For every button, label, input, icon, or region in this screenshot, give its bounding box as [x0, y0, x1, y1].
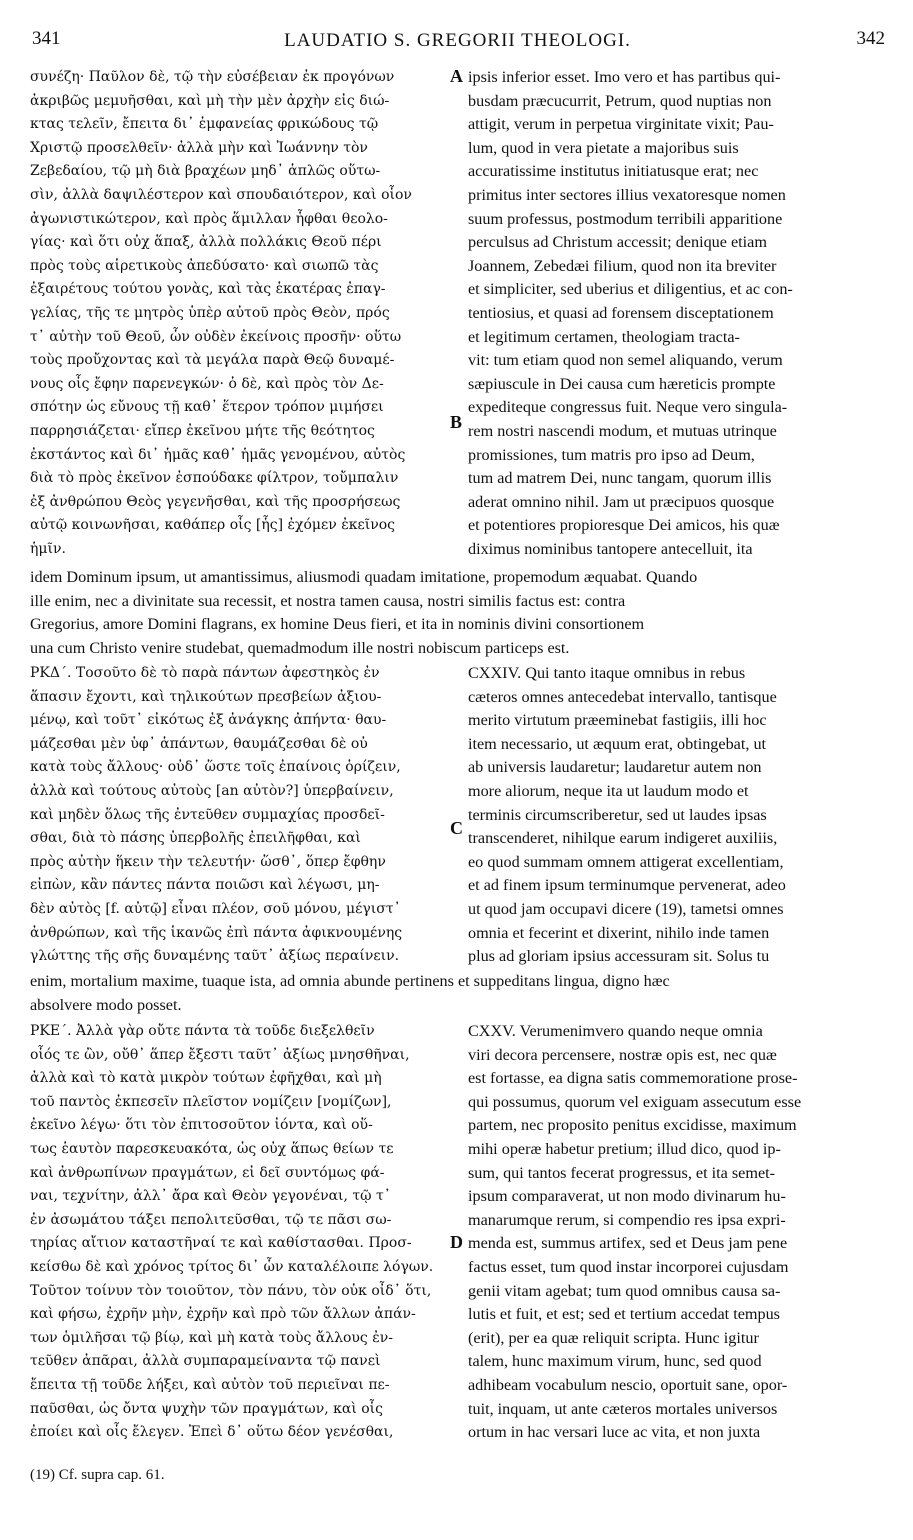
text-line: τοῦ παντὸς ἐκπεσεῖν πλεῖστον νομίζειν [νομίζων],: [30, 1093, 392, 1110]
text-line: (erit), per ea quæ reliquit scripta. Hunc igitur: [468, 1328, 759, 1347]
text-line: παρρησιάζεται· εἴπερ ἐκεῖνου μήτε τῆς θεότητος: [30, 422, 375, 439]
latin-column-block-1: [468, 66, 878, 561]
greek-column-block-3: [30, 1020, 458, 1445]
text-line: πρὸς τοὺς αἱρετικοὺς ἀπεδύσατο· καὶ σιωπῶ τὰς: [30, 257, 379, 274]
text-line: sum, qui tantos fecerat progressus, et ita semet-: [468, 1163, 776, 1182]
footnote: (19) Cf. supra cap. 61.: [30, 1467, 165, 1483]
text-line: aderat omnino nihil. Jam ut præcipuos quosque: [468, 492, 775, 511]
text-line: CXXV. Verumenimvero quando neque omnia: [468, 1022, 763, 1040]
text-line: et simpliciter, sed uberius et diligentius, et ac con-: [468, 280, 793, 299]
text-line: eo quod summam omnem attigerat excellentiam,: [468, 852, 784, 871]
text-line: μένῳ, καὶ τοῦτ᾽ εἰκότως ἐξ ἀνάγκης ἀπήντα· θαυ-: [30, 712, 387, 729]
text-line: plus ad gloriam ipsius accessuram sit. Solus tu: [468, 947, 770, 966]
text-line: κτας τελεῖν, ἔπειτα δι᾽ ἐμφανείας φρικώδους τῷ: [30, 116, 379, 133]
text-line: partem, nec proposito penitus excidisse, maximum: [468, 1116, 797, 1135]
text-line: absolvere modo posset.: [30, 995, 182, 1014]
text-line: ab universis laudaretur; laudaretur autem non: [468, 758, 762, 777]
text-line: qui possumus, quorum vel exiguam assecutum esse: [468, 1092, 802, 1111]
text-line: ἀλλὰ καὶ τούτους αὐτοὺς [an αὐτὸν?] ὑπερβαίνειν,: [30, 782, 394, 799]
text-line: suum professus, postmodum terribili apparitione: [468, 209, 783, 228]
text-line: δὲν αὐτὸς [f. αὐτῷ] εἶναι πλέον, σοῦ μόνου, μέγιστ᾽: [30, 900, 401, 917]
text-line: σθαι, διὰ τὸ πάσης ὑπερβολῆς ἐπειλῆφθαι, καὶ: [30, 830, 361, 847]
text-line: των ὁμιλῆσαι τῷ βίῳ, καὶ μὴ κατὰ τοὺς ἄλλους ἐν-: [30, 1329, 393, 1346]
text-line: est fortasse, ea digna satis commemoratione prose-: [468, 1069, 798, 1088]
text-line: ἅπασιν ἔχοντι, καὶ τηλικούτων πρεσβείων ἀξιου-: [30, 688, 382, 705]
text-line: more aliorum, neque ita ut laudum modo et: [468, 781, 749, 800]
text-line: terminis circumscriberetur, sed ut laudes ipsas: [468, 805, 767, 824]
greek-column-block-1: [30, 66, 458, 561]
text-line: ipsum comparaverat, ut non modo divinarum hu-: [468, 1187, 786, 1206]
text-line: attigit, verum in perpetua virginitate vixit; Pau-: [468, 115, 774, 134]
text-line: συνέζη· Παῦλον δὲ, τῷ τὴν εὐσέβειαν ἐκ προγόνων: [30, 69, 395, 85]
text-line: lutis et fuit, et est; sed et tertium accedat tempus: [468, 1305, 780, 1324]
text-line: τως ἑαυτὸν παρεσκευακότα, ὡς οὐχ ἅπως θείων τε: [30, 1140, 394, 1157]
text-line: merito virtutum præeminebat fastigiis, illi hoc: [468, 711, 767, 730]
right-page-number: 342: [856, 28, 885, 49]
text-line: ipsis inferior esset. Imo vero et has partibus qui-: [468, 68, 781, 86]
text-line: παῦσθαι, ὡς ὄντα ψυχὴν τῶν πραγμάτων, καὶ οἷς: [30, 1400, 384, 1417]
running-header: [30, 28, 885, 58]
text-line: νους οἷς ἔφην παρενεγκών· ὁ δὲ, καὶ πρὸς τὸν Δε-: [30, 375, 384, 392]
text-line: omnia et fecerint et dixerint, nihilo inde tamen: [468, 923, 770, 942]
text-line: ἀγωνιστικώτερον, καὶ πρὸς ἅμιλλαν ἧφθαι θεολο-: [30, 210, 388, 227]
margin-letter-b: B: [450, 412, 463, 432]
text-line: una cum Christo venire studebat, quemadmodum ille nostri nobiscum particeps est.: [30, 638, 570, 657]
text-line: οἷός τε ὢν, οὔθ᾽ ἅπερ ἔξεστι ταῦτ᾽ ἀξίως μνησθῆναι,: [30, 1046, 410, 1063]
text-line: et potentiores propioresque Dei amicos, his quæ: [468, 516, 780, 535]
text-line: ille enim, nec a divinitate sua recessit, et nostra tamen causa, nostri similis factus est: contra: [30, 591, 626, 610]
text-line: rem nostri nascendi modum, et mutuas utrinque: [468, 421, 777, 440]
text-line: mihi operæ habetur pretium; illud dico, quod ip-: [468, 1139, 781, 1158]
text-line: ἐκεῖνο λέγω· ὅτι τὸν ἐπιτοσοῦτον ἰόντα, καὶ οὕ-: [30, 1117, 373, 1134]
text-line: Χριστῷ προσελθεῖν· ἀλλὰ μὴν καὶ Ἰωάννην τὸν: [30, 139, 368, 156]
text-line: genii vitam agebat; tum quod omnibus causa sa-: [468, 1281, 781, 1300]
text-line: ναι, τεχνίτην, ἀλλ᾽ ἄρα καὶ Θεὸν γεγονέναι, τῷ τ᾽: [30, 1188, 391, 1205]
greek-column-block-2: [30, 662, 458, 969]
running-title: LAUDATIO S. GREGORII THEOLOGI.: [284, 30, 631, 51]
text-line: ἡμῖν.: [30, 540, 66, 557]
text-line: item necessario, ut æquum erat, obtingebat, ut: [468, 734, 767, 753]
text-line: σπότην ὡς εὔνους τῇ καθ᾽ ἕτερον τρόπον μιμήσει: [30, 399, 384, 416]
text-line: factus esset, tum quod instar incorporei cujusdam: [468, 1257, 789, 1276]
text-line: μάζεσθαι μὲν ὑφ᾽ ἁπάντων, θαυμάζεσθαι δὲ οὐ: [30, 735, 368, 752]
margin-letter-c: C: [450, 818, 463, 838]
text-line: καὶ μηδὲν ὅλως τῆς ἐντεῦθεν συμμαχίας προσδεῖ-: [30, 806, 385, 823]
text-line: γελίας, τῆς τε μητρὸς ὑπὲρ αὐτοῦ πρὸς Θεὸν, πρός: [30, 304, 390, 321]
text-line: tuit, inquam, ut ante cæteros mortales universos: [468, 1399, 778, 1418]
text-line: promissiones, tum matris pro ipso ad Deum,: [468, 445, 755, 464]
text-line: ἐξ ἀνθρώπου Θεὸς γεγενῆσθαι, καὶ τῆς προσρήσεως: [30, 493, 401, 510]
text-line: ΡΚΕ΄. Ἀλλὰ γὰρ οὔτε πάντα τὰ τοῦδε διεξελθεῖν: [30, 1023, 375, 1039]
text-line: perculsus ad Christum accessit; denique etiam: [468, 233, 767, 252]
text-line: enim, mortalium maxime, tuaque ista, ad omnia abunde pertinens et suppeditans lingua, digno hæc: [30, 972, 670, 990]
text-line: primitus inter sectores illius vexatoresque nomen: [468, 185, 786, 204]
text-line: ἐκστάντος καὶ δι᾽ ἡμᾶς καθ᾽ ἡμᾶς γενομένου, αὐτὸς: [30, 446, 406, 463]
text-line: menda est, summus artifex, sed et Deus jam pene: [468, 1234, 788, 1253]
text-line: Τοῦτον τοίνυν τὸν τοιοῦτον, τὸν πάνυ, τὸν οὐκ οἶδ᾽ ὅτι,: [30, 1282, 432, 1299]
text-line: cæteros omnes antecedebat intervallo, tantisque: [468, 687, 777, 706]
text-line: γλώττης τῆς σῆς δυναμένης ταῦτ᾽ ἀξίως περαίνειν.: [30, 948, 400, 965]
text-line: τ᾽ αὐτὴν τοῦ Θεοῦ, ὧν οὐδὲν ἐκείνοις προσῆν· οὕτω: [30, 328, 402, 345]
left-page-number: 341: [32, 28, 61, 49]
text-line: ἔπειτα τῇ τοῦδε λήξει, καὶ αὐτὸν τοῦ περιεῖναι πε-: [30, 1376, 390, 1393]
text-line: diximus nominibus tantopere antecelluit, ita: [468, 539, 753, 558]
text-line: τοὺς προὔχοντας καὶ τὰ μεγάλα παρὰ Θεῷ δυναμέ-: [30, 352, 395, 369]
text-line: lum, quod in vera pietate a majoribus suis: [468, 138, 739, 157]
margin-letter-d: D: [450, 1232, 463, 1252]
text-line: ἐξαιρέτους τούτου γονὰς, καὶ τὰς ἑκατέρας ἐπαγ-: [30, 281, 386, 298]
text-line: σὶν, ἀλλὰ δαψιλέστερον καὶ σπουδαιότερον, καὶ οἷον: [30, 186, 412, 203]
text-line: κατὰ τοὺς ἄλλους· οὐδ᾽ ὥστε τοῖς ἐπαίνοις ὁρίζειν,: [30, 759, 401, 776]
text-line: γίας· καὶ ὅτι οὐχ ἅπαξ, ἀλλὰ πολλάκις Θεοῦ πέρι: [30, 234, 382, 251]
text-line: expediteque congressus fuit. Neque vero singula-: [468, 398, 788, 417]
text-line: Ζεβεδαίου, τῷ μὴ διὰ βραχέων μηδ᾽ ἁπλῶς οὕτω-: [30, 163, 381, 180]
text-line: viri decora percensere, nostræ opis est, nec quæ: [468, 1045, 777, 1064]
text-line: πρὸς αὐτὴν ἥκειν τὴν τελευτήν· ὥσθ᾽, ὅπερ ἔφθην: [30, 853, 386, 870]
text-line: accuratissime institutus initiatusque erat; nec: [468, 162, 759, 181]
text-line: vit: tum etiam quod non semel aliquando, verum: [468, 351, 783, 370]
text-line: καὶ ἀνθρωπίνων πραγμάτων, εἰ δεῖ συντόμως φά-: [30, 1164, 385, 1181]
text-line: adhibeam vocabulum nescio, oportuit sane, opor-: [468, 1375, 788, 1394]
text-line: busdam præcucurrit, Petrum, quod nuptias non: [468, 91, 772, 110]
text-line: tentiosius, et quasi ad forensem disceptationem: [468, 303, 774, 322]
text-line: ἐποίει καὶ οἷς ἔλεγεν. Ἐπεὶ δ᾽ οὕτω δέον γενέσθαι,: [30, 1424, 394, 1441]
text-line: idem Dominum ipsum, ut amantissimus, aliusmodi quadam imitatione, propemodum æquabat. Quando: [30, 568, 698, 586]
text-line: ἀκριβῶς μεμυῆσθαι, καὶ μὴ τὴν μὲν ἀρχὴν εἰς διώ-: [30, 92, 390, 109]
text-line: τηρίας αἴτιον καταστῆναί τε καὶ καθίστασθαι. Προσ-: [30, 1235, 412, 1252]
text-line: ἀνθρώπων, καὶ τῆς ἱκανῶς ἐπὶ πάντα ἀφικνουμένης: [30, 924, 403, 941]
text-line: manarumque rerum, si compendio res ipsa expri-: [468, 1210, 786, 1229]
text-line: αὐτῷ κοινωνῆσαι, καθάπερ οἷς [ἧς] ἐχόμεν ἐκεῖνος: [30, 517, 396, 534]
text-line: Gregorius, amore Domini flagrans, ex homine Deus fieri, et ita in nominis divini consortionem: [30, 615, 645, 634]
text-line: ortum in hac versari luce ac vita, et non juxta: [468, 1423, 761, 1442]
latin-column-block-3: [468, 1020, 878, 1445]
text-line: transcenderet, nihilque earum indigeret auxiliis,: [468, 829, 778, 848]
text-line: καὶ φήσω, ἐχρῆν μὴν, ἐχρῆν καὶ πρὸ τῶν ἄλλων ἀπάν-: [30, 1306, 416, 1323]
margin-letter-a: A: [450, 66, 463, 86]
text-line: ΡΚΔ΄. Τοσοῦτο δὲ τὸ παρὰ πάντων ἀφεστηκὸς ἐν: [30, 665, 380, 681]
text-line: ἀλλὰ καὶ τὸ κατὰ μικρὸν τούτων ἐφῆχθαι, καὶ μὴ: [30, 1070, 382, 1087]
latin-fullwidth-block-1: [30, 566, 880, 660]
text-line: tum ad matrem Dei, nunc tangam, quorum illis: [468, 469, 772, 488]
text-line: διὰ τὸ πρὸς ἐκεῖνον ἐσπούδακε φίλτρον, τοὔμπαλιν: [30, 470, 399, 487]
text-line: sæpiuscule in Dei causa cum hæreticis prompte: [468, 374, 776, 393]
latin-fullwidth-block-2: [30, 970, 880, 1017]
text-line: κείσθω δὲ καὶ χρόνος τρίτος δι᾽ ὧν καταλέλοιπε λόγων.: [30, 1258, 434, 1275]
text-line: ut quod jam occupavi dicere (19), tametsi omnes: [468, 899, 784, 918]
text-line: τεῦθεν ἀπᾶραι, ἀλλὰ συμπαραμείναντα τῷ πανεὶ: [30, 1353, 381, 1370]
text-line: talem, hunc maximum virum, hunc, sed quod: [468, 1352, 762, 1371]
text-line: CXXIV. Qui tanto itaque omnibus in rebus: [468, 664, 746, 682]
text-line: et ad finem ipsum terminumque pervenerat, adeo: [468, 876, 786, 895]
text-line: ἐν ἀσωμάτου τάξει πεπολιτεῦσθαι, τῷ τε πᾶσι σω-: [30, 1211, 392, 1228]
text-line: et legitimum certamen, theologiam tracta-: [468, 327, 740, 346]
latin-column-block-2: [468, 662, 878, 969]
text-line: Joannem, Zebedæi filium, quod non ita breviter: [468, 256, 777, 275]
text-line: εἰπὼν, κἂν πάντες πάντα ποιῶσι καὶ λέγωσι, μη-: [30, 877, 380, 894]
